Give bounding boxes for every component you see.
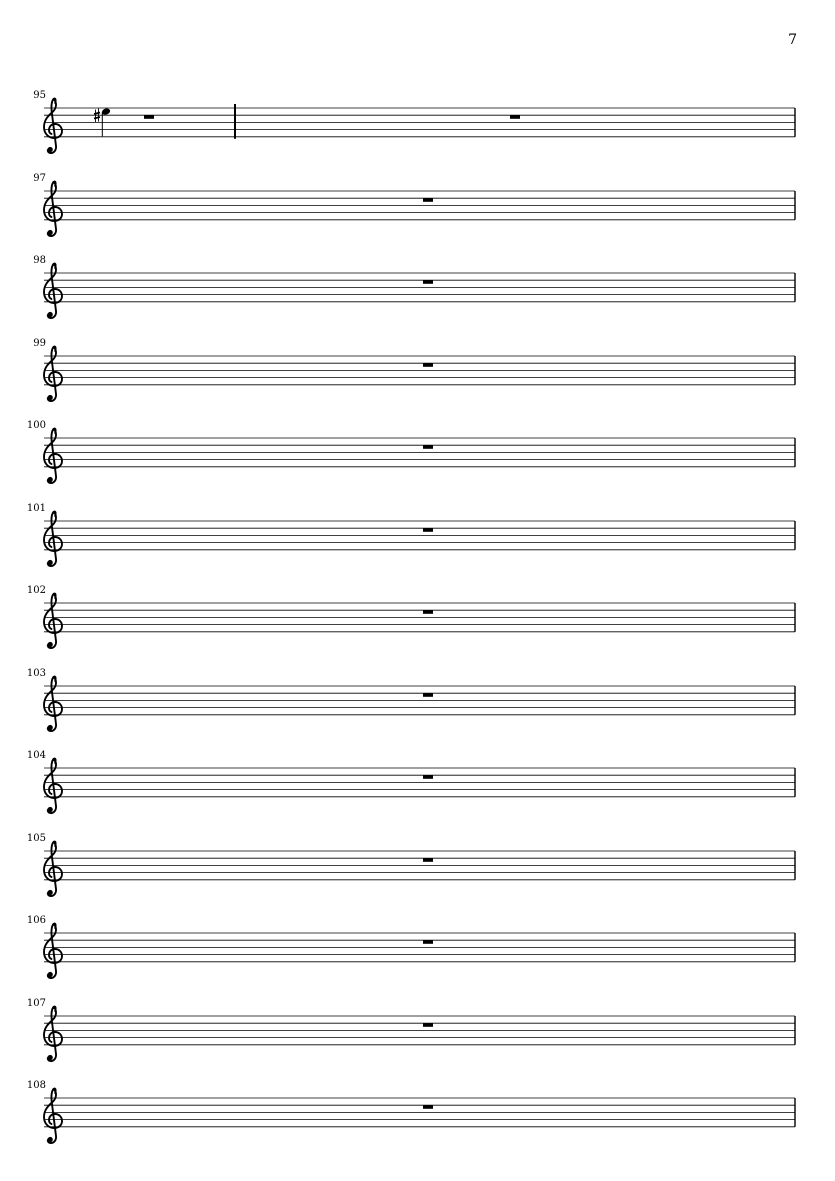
measure-number: 105 <box>26 832 46 844</box>
whole-rest-icon <box>144 115 154 119</box>
staff-system <box>0 750 835 824</box>
staff <box>0 424 835 494</box>
staff-system <box>0 832 835 907</box>
staff-system <box>0 255 835 329</box>
measure-number: 107 <box>26 997 46 1009</box>
staff-system <box>0 585 835 659</box>
measure-number: 104 <box>26 750 46 761</box>
whole-rest-icon <box>423 1105 433 1109</box>
measure-number: 108 <box>26 1080 46 1091</box>
staff-system <box>0 1080 835 1154</box>
staff <box>0 589 835 659</box>
measure-number: 98 <box>33 255 46 266</box>
staff <box>0 507 835 577</box>
staff-system <box>0 997 835 1072</box>
treble-clef-icon <box>44 1088 62 1143</box>
treble-clef-icon <box>44 923 62 978</box>
whole-rest-icon <box>510 115 520 119</box>
measure-number: 100 <box>26 420 46 431</box>
whole-rest-icon <box>423 610 433 614</box>
staff <box>0 94 835 164</box>
measure-number: 99 <box>33 337 46 349</box>
whole-rest-icon <box>423 528 433 532</box>
staff <box>0 259 835 329</box>
staff-system <box>0 172 835 247</box>
treble-clef-icon <box>44 428 62 483</box>
treble-clef-icon <box>44 676 62 731</box>
treble-clef-icon <box>44 98 62 153</box>
whole-rest-icon <box>423 1023 433 1027</box>
whole-rest-icon <box>423 858 433 862</box>
whole-rest-icon <box>423 775 433 779</box>
staff <box>0 342 835 412</box>
measure-number: 97 <box>33 172 46 184</box>
staff-system <box>0 337 835 412</box>
treble-clef-icon <box>44 758 62 813</box>
staff <box>0 177 835 247</box>
measure-number: 106 <box>26 915 46 926</box>
treble-clef-icon <box>44 346 62 401</box>
staff <box>0 1084 835 1154</box>
treble-clef-icon <box>44 181 62 236</box>
staff <box>0 672 835 742</box>
whole-rest-icon <box>423 363 433 367</box>
whole-rest-icon <box>423 445 433 449</box>
treble-clef-icon <box>44 593 62 648</box>
treble-clef-icon <box>44 1006 62 1061</box>
whole-rest-icon <box>423 693 433 697</box>
whole-rest-icon <box>423 198 433 202</box>
staff-system <box>0 90 835 164</box>
staff <box>0 919 835 989</box>
whole-rest-icon <box>423 940 433 944</box>
whole-rest-icon <box>423 280 433 284</box>
treble-clef-icon <box>44 263 62 318</box>
measure-number: 103 <box>26 667 46 679</box>
treble-clef-icon <box>44 511 62 566</box>
measure-number: 101 <box>26 502 46 514</box>
measure-number: 102 <box>26 585 46 596</box>
staff-system <box>0 502 835 577</box>
treble-clef-icon <box>44 841 62 896</box>
staff <box>0 837 835 907</box>
staff-system <box>0 420 835 494</box>
staff-system <box>0 915 835 989</box>
staff <box>0 1002 835 1072</box>
page-number: 7 <box>788 32 797 48</box>
staff <box>0 754 835 824</box>
measure-number: 95 <box>33 90 46 101</box>
staff-system <box>0 667 835 742</box>
